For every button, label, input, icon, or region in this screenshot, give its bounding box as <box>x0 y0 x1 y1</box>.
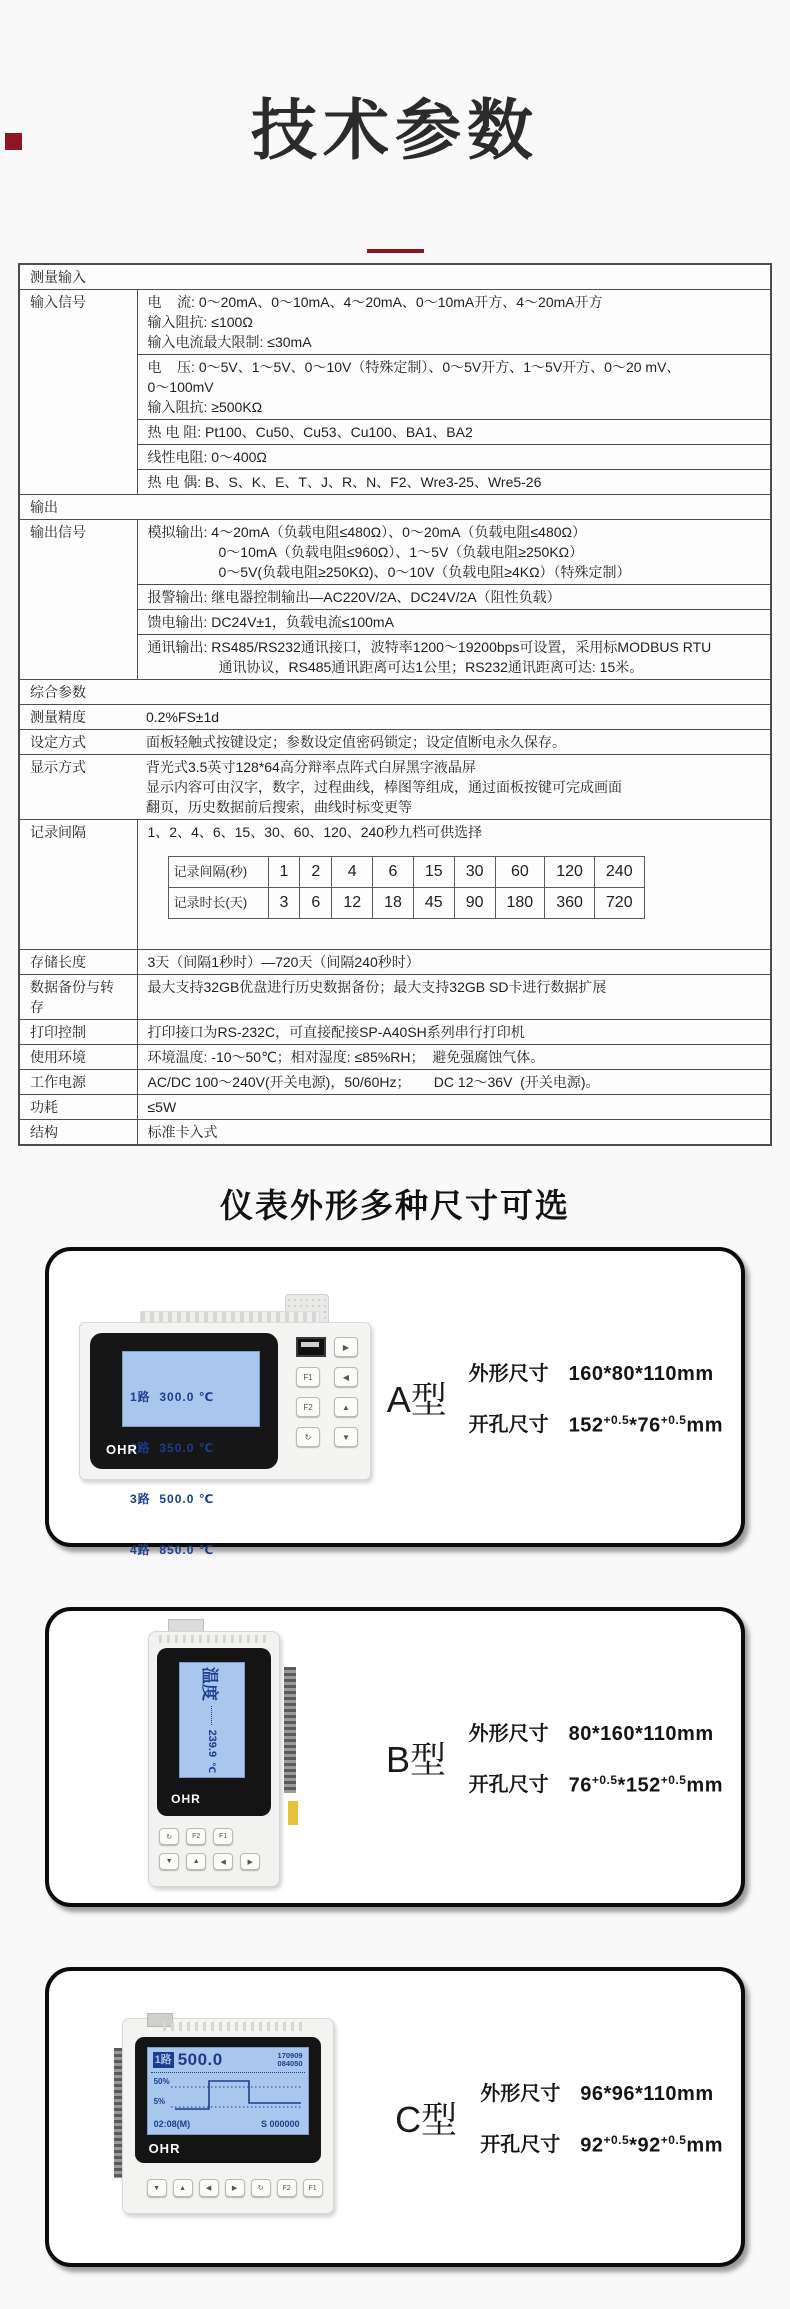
row-label-power: 工作电源 <box>19 1070 137 1095</box>
f2-key: F2 <box>277 2179 297 2197</box>
accuracy-row <box>19 705 771 730</box>
hole-size-label: 开孔尺寸 <box>480 2134 561 2157</box>
meter-a-keypad <box>296 1337 360 1447</box>
brand-logo: OHR <box>171 1792 201 1807</box>
spec-line: 馈电输出: DC24V±1，负载电流≤100mA <box>147 614 394 631</box>
hole-size-value: $76^{+0.5}*152^{+0.5}mm$ <box>568 1772 723 1797</box>
output-alarm-cell <box>137 585 771 610</box>
vent-strip <box>163 2022 303 2031</box>
spec-line: 模拟输出: 4～20mA（负载电阻≤480Ω）、0～20mA（负载电阻≤480Ω） <box>147 524 587 541</box>
lcd-time: 084050 <box>277 2059 303 2069</box>
up-arrow-key: ▲ <box>334 1397 358 1417</box>
lcd-date: 170909 <box>277 2051 303 2061</box>
section-measure-input: 测量输入 <box>19 264 771 290</box>
row-label-accuracy: 测量精度 <box>30 709 86 726</box>
brand-logo: OHR <box>148 2141 181 2157</box>
spec-line: AC/DC 100～240V(开关电源)，50/60Hz； DC 12～36V (开关电源)。 <box>147 1074 600 1091</box>
page-title: 技术参数 <box>251 93 539 167</box>
spec-line: 翻页，历史数据前后搜索，曲线时标变更等 <box>146 799 412 816</box>
print-cell <box>137 1020 771 1045</box>
input-signal-voltage-cell <box>137 355 771 420</box>
display-row <box>19 755 771 820</box>
left-arrow-key: ◀ <box>334 1367 358 1387</box>
record-cell: 180 <box>495 888 545 919</box>
outer-size-value: 80*160*110mm <box>568 1723 714 1746</box>
record-interval-cell <box>137 820 771 950</box>
model-c-dimensions <box>474 2077 723 2157</box>
f1-key: F1 <box>303 2179 323 2197</box>
input-signal-tc-cell <box>137 470 771 495</box>
row-label-environment: 使用环境 <box>19 1045 137 1070</box>
row-label-structure: 结构 <box>19 1120 137 1146</box>
f2-key: F2 <box>186 1828 206 1845</box>
right-arrow-key: ▶ <box>225 2179 245 2197</box>
record-cell: 18 <box>373 888 414 919</box>
f1-key: F1 <box>213 1828 233 1845</box>
spec-line: 输入电流最大限制: ≤30mA <box>147 334 312 351</box>
terminal-fins <box>284 1667 296 1793</box>
meter-c-body <box>122 2018 334 2214</box>
spec-line: 1、2、4、6、15、30、60、120、240秒九档可供选择 <box>147 824 483 841</box>
model-b-name: B型 <box>385 1738 446 1780</box>
meter-c-bezel <box>135 2037 321 2163</box>
spec-line: 线性电阻: 0～400Ω <box>147 449 267 466</box>
cycle-key: ↻ <box>251 2179 271 2197</box>
row-label-input-signal: 输入信号 <box>19 290 137 495</box>
model-c-photo <box>79 2018 378 2216</box>
spec-line: 3天（间隔1秒时）—720天（间隔240秒时） <box>147 954 420 971</box>
meter-c-keypad <box>147 2179 323 2197</box>
spec-line: 电 压: 0～5V、1～5V、0～10V（特殊定制）、0～5V开方、1～5V开方、0～20 mV、 <box>147 359 681 376</box>
left-arrow-key: ◀ <box>199 2179 219 2197</box>
environment-cell <box>137 1045 771 1070</box>
down-arrow-key: ▼ <box>159 1853 179 1870</box>
record-row-label: 记录时长(天) <box>168 888 268 919</box>
meter-b-body <box>148 1631 280 1887</box>
model-b-photo <box>79 1623 369 1891</box>
record-cell: 12 <box>332 888 373 919</box>
spec-line: 通讯输出: RS485/RS232通讯接口，波特率1200～19200bps可设置，采用标MODBUS RTU <box>147 639 712 656</box>
record-cell: 15 <box>413 857 454 888</box>
lcd-line: 1路 300.0 ℃ <box>130 1390 215 1405</box>
f2-key: F2 <box>296 1397 320 1417</box>
lcd-title: 温度 <box>200 1667 220 1702</box>
record-cell: 4 <box>332 857 373 888</box>
yellow-sticker <box>288 1801 298 1825</box>
row-label-backup: 数据备份与转存 <box>19 975 137 1020</box>
outer-size-value: 96*96*110mm <box>580 2083 714 2106</box>
outer-size-label: 外形尺寸 <box>480 2083 561 2106</box>
row-label-record-interval: 记录间隔 <box>19 820 137 950</box>
record-cell: 6 <box>373 857 414 888</box>
accuracy-value: 0.2%FS±1d <box>146 709 220 726</box>
spec-line: 电 流: 0～20mA、0～10mA、4～20mA、0～10mA开方、4～20mA开方 <box>147 294 603 311</box>
spec-line: 环境温度: -10～50℃；相对湿度: ≤85%RH； 避免强腐蚀气体。 <box>147 1049 545 1066</box>
section-general: 综合参数 <box>19 680 771 705</box>
record-cell: 120 <box>545 857 595 888</box>
model-c-name: C型 <box>395 2098 458 2140</box>
left-arrow-key: ◀ <box>213 1853 233 1870</box>
lcd-value: 500.0 <box>177 2050 223 2070</box>
spec-line: 通讯协议，RS485通讯距离可达1公里；RS232通讯距离可达: 15米。 <box>218 659 644 676</box>
meter-a-bezel <box>90 1333 278 1558</box>
cycle-key: ↻ <box>159 1828 179 1845</box>
brand-logo: OHR <box>106 1442 138 1458</box>
setting-row <box>19 730 771 755</box>
output-comm-cell <box>137 635 771 680</box>
lcd-line: 3路 500.0 ℃ <box>130 1492 215 1507</box>
backup-cell <box>137 975 771 1020</box>
record-cell: 90 <box>454 888 495 919</box>
record-cell: 360 <box>545 888 595 919</box>
hole-size-label: 开孔尺寸 <box>468 1414 549 1437</box>
trend-line <box>151 2073 305 2117</box>
record-cell: 30 <box>454 857 495 888</box>
sizes-heading: 仪表外形多种尺寸可选 <box>220 1187 570 1225</box>
row-label-consumption: 功耗 <box>19 1095 137 1120</box>
model-c-box <box>45 1967 745 2267</box>
spec-line: 打印接口为RS-232C，可直接配接SP-A40SH系列串行打印机 <box>147 1024 525 1041</box>
row-label-print: 打印控制 <box>19 1020 137 1045</box>
record-row-label: 记录间隔(秒) <box>168 857 268 888</box>
hole-size-value: $152^{+0.5}*76^{+0.5}mm$ <box>568 1412 723 1437</box>
lcd-datetime <box>278 2052 303 2068</box>
spec-line: 显示内容可由汉字，数字，过程曲线，棒图等组成，通过面板按键可完成画面 <box>146 779 622 796</box>
spec-line: 背光式3.5英寸128*64高分辩率点阵式白屏黑字液晶屏 <box>146 759 476 776</box>
lcd-status: S 000000 <box>261 2119 300 2130</box>
lcd-line: 4路 850.0 ℃ <box>130 1543 215 1558</box>
model-a-box <box>45 1247 745 1558</box>
section-output: 输出 <box>19 495 771 520</box>
consumption-cell <box>137 1095 771 1120</box>
outer-size-value: 160*80*110mm <box>568 1363 714 1386</box>
model-a-photo <box>79 1302 371 1558</box>
lcd-line: 2路 350.0 ℃ <box>130 1441 215 1456</box>
title-underline <box>367 249 424 253</box>
right-arrow-key: ▶ <box>334 1337 358 1357</box>
outer-size-label: 外形尺寸 <box>468 1363 549 1386</box>
record-cell: 240 <box>594 857 644 888</box>
spec-line: 输入阻抗: ≤100Ω <box>147 314 253 331</box>
record-cell: 45 <box>413 888 454 919</box>
vent-strip <box>140 1311 320 1323</box>
record-cell: 3 <box>268 888 300 919</box>
spec-line: 热 电 偶: B、S、K、E、T、J、R、N、F2、Wre3-25、Wre5-26 <box>147 474 542 491</box>
spec-table <box>18 263 772 1146</box>
spec-line: 热 电 阻: Pt100、Cu50、Cu53、Cu100、BA1、BA2 <box>147 424 473 441</box>
spec-line: 输入阻抗: ≥500KΩ <box>147 399 263 416</box>
record-interval-table <box>168 856 645 919</box>
meter-b-lcd <box>179 1662 245 1778</box>
input-signal-rtd-cell <box>137 420 771 445</box>
hole-size-value: $92^{+0.5}*92^{+0.5}mm$ <box>580 2132 723 2157</box>
spec-line: 最大支持32GB优盘进行历史数据备份；最大支持32GB SD卡进行数据扩展 <box>147 979 607 996</box>
lcd-dotted-line <box>212 1706 213 1725</box>
spec-line: 标准卡入式 <box>147 1124 218 1141</box>
output-analog-cell <box>137 520 771 585</box>
outer-size-label: 外形尺寸 <box>468 1723 549 1746</box>
model-a-name: A型 <box>386 1378 447 1420</box>
display-value <box>146 757 622 817</box>
lcd-unit: ℃ <box>207 1762 218 1774</box>
up-arrow-key: ▲ <box>186 1853 206 1870</box>
input-signal-current-cell <box>137 290 771 355</box>
meter-b-bezel <box>157 1648 271 1816</box>
cycle-key: ↻ <box>296 1427 320 1447</box>
meter-c-lcd <box>147 2047 309 2135</box>
down-arrow-key: ▼ <box>334 1427 358 1447</box>
up-arrow-key: ▲ <box>173 2179 193 2197</box>
record-cell: 1 <box>268 857 300 888</box>
lcd-percent-low: 5% <box>153 2097 166 2107</box>
power-cell <box>137 1070 771 1095</box>
lcd-percent-high: 50% <box>153 2077 170 2087</box>
row-label-output-signal: 输出信号 <box>19 520 137 680</box>
output-feed-cell <box>137 610 771 635</box>
meter-b-keypad <box>159 1828 271 1870</box>
down-arrow-key: ▼ <box>147 2179 167 2197</box>
spec-line: 0～10mA（负载电阻≤960Ω）、1～5V（负载电阻≥250KΩ） <box>218 544 584 561</box>
row-label-display: 显示方式 <box>30 759 86 776</box>
right-arrow-key: ▶ <box>240 1853 260 1870</box>
record-cell: 6 <box>300 888 332 919</box>
lcd-channel-chip: 1路 <box>154 2054 172 2067</box>
model-a-dimensions <box>463 1357 723 1437</box>
spec-line: 0～5V(负载电阻≥250KΩ)、0～10V（负载电阻≥4KΩ）（特殊定制） <box>218 564 631 581</box>
storage-cell <box>137 950 771 975</box>
model-b-box <box>45 1607 745 1907</box>
usb-port <box>296 1337 326 1357</box>
setting-value: 面板轻触式按键设定；参数设定值密码锁定；设定值断电永久保存。 <box>146 734 566 751</box>
input-signal-linear-cell <box>137 445 771 470</box>
row-label-setting: 设定方式 <box>30 734 86 751</box>
spec-line: 0～100mV <box>147 379 214 396</box>
vent-strip <box>159 1635 269 1643</box>
hole-size-label: 开孔尺寸 <box>468 1774 549 1797</box>
model-b-dimensions <box>463 1717 723 1797</box>
record-cell: 60 <box>495 857 545 888</box>
meter-a-body <box>79 1322 371 1558</box>
structure-cell <box>137 1120 771 1146</box>
lcd-elapsed: 02:08(M) <box>153 2119 191 2130</box>
trend-chart <box>151 2073 305 2117</box>
spec-line: ≤5W <box>147 1099 177 1116</box>
f1-key: F1 <box>296 1367 320 1387</box>
record-cell: 2 <box>300 857 332 888</box>
spec-line: 报警输出: 继电器控制输出—AC220V/2A、DC24V/2A（阻性负载） <box>147 589 561 606</box>
row-label-storage: 存储长度 <box>19 950 137 975</box>
lcd-value: 239.9 <box>206 1729 219 1758</box>
corner-mark <box>5 133 22 150</box>
record-cell: 720 <box>594 888 644 919</box>
